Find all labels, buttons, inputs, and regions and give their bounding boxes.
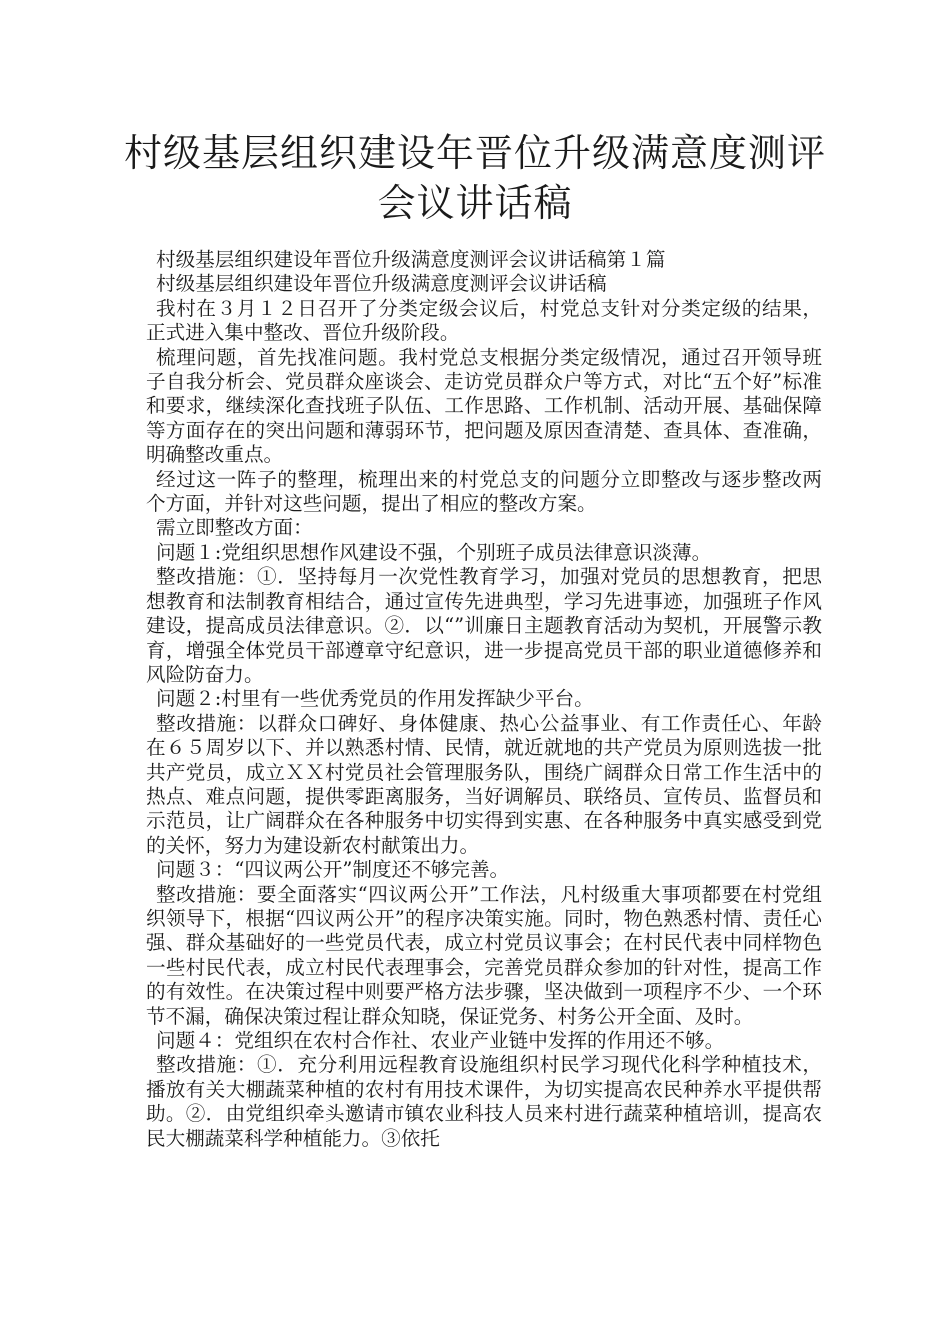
document-body <box>146 248 822 1151</box>
problem-item: 问题４：党组织在农村合作社、农业产业链中发挥的作用还不够。 <box>156 1029 725 1052</box>
paragraph-subtitle: 村级基层组织建设年晋位升级满意度测评会议讲话稿 <box>156 272 607 296</box>
paragraph: 我村在３月１２日召开了分类定级会议后，村党总支针对分类定级的结果，正式进入集中整改、晋位升级阶段。 <box>146 296 822 345</box>
problem-item: 问题３：“四议两公开”制度还不够完善。 <box>156 858 510 882</box>
paragraph-heading: 村级基层组织建设年晋位升级满意度测评会议讲话稿第１篇 <box>156 248 666 271</box>
section-label: 需立即整改方面： <box>156 516 313 540</box>
document-title-line-1: 村级基层组织建设年晋位升级满意度测评 <box>123 131 826 175</box>
measure-item: 整改措施：要全面落实“四议两公开”工作法，凡村级重大事项都要在村党组织领导下，根据“四议两公开”的程序决策实施。同时，物色熟悉村情、责任心强、群众基础好的一些党员代表，成立村党员议事会；在村民代表中同样物色一些村民代表，成立村民代表理事会，完善党员群众参加的针对性，提高工作的有效性。在决策过程中则要严格方法步骤，坚决做到一项程序不少、一个环节不漏，确保决策过程让群众知晓，保证党务、村务公开全面、及时。 <box>146 882 822 1028</box>
document-title-line-2: 会议讲话稿 <box>377 181 573 225</box>
measure-item: 整改措施：①．充分利用远程教育设施组织村民学习现代化科学种植技术，播放有关大棚蔬菜种植的农村有用技术课件，为切实提高农民种养水平提供帮助。②．由党组织牵头邀请市镇农业科技人员来村进行蔬菜种植培训，提高农民大棚蔬菜科学种植能力。③依托 <box>146 1053 822 1150</box>
paragraph: 经过这一阵子的整理，梳理出来的村党总支的问题分立即整改与逐步整改两个方面，并针对这些问题，提出了相应的整改方案。 <box>146 467 822 516</box>
problem-item: 问题２:村里有一些优秀党员的作用发挥缺少平台。 <box>156 687 594 711</box>
measure-item: 整改措施：以群众口碑好、身体健康、热心公益事业、有工作责任心、年龄在６５周岁以下、并以熟悉村情、民情，就近就地的共产党员为原则选拔一批共产党员，成立ＸＸ村党员社会管理服务队，围绕广阔群众日常工作生活中的热点、难点问题，提供零距离服务，当好调解员、联络员、宣传员、监督员和示范员，让广阔群众在各种服务中切实得到实惠、在各种服务中真实感受到党的关怀，努力为建设新农村献策出力。 <box>146 711 822 857</box>
measure-item: 整改措施：①．坚持每月一次党性教育学习，加强对党员的思想教育，把思想教育和法制教育相结合，通过宣传先进典型，学习先进事迹，加强班子作风建设，提高成员法律意识。②．以“”训廉日主题教育活动为契机，开展警示教育，增强全体党员干部遵章守纪意识，进一步提高党员干部的职业道德修养和风险防奋力。 <box>146 565 822 686</box>
paragraph: 梳理问题，首先找准问题。我村党总支根据分类定级情况，通过召开领导班子自我分析会、党员群众座谈会、走访党员群众户等方式，对比“五个好”标准和要求，继续深化查找班子队伍、工作思路、工作机制、活动开展、基础保障等方面存在的突出问题和薄弱环节，把问题及原因查清楚、查具体、查准确，明确整改重点。 <box>146 345 822 467</box>
problem-item: 问题１:党组织思想作风建设不强，个别班子成员法律意识淡薄。 <box>156 540 712 564</box>
